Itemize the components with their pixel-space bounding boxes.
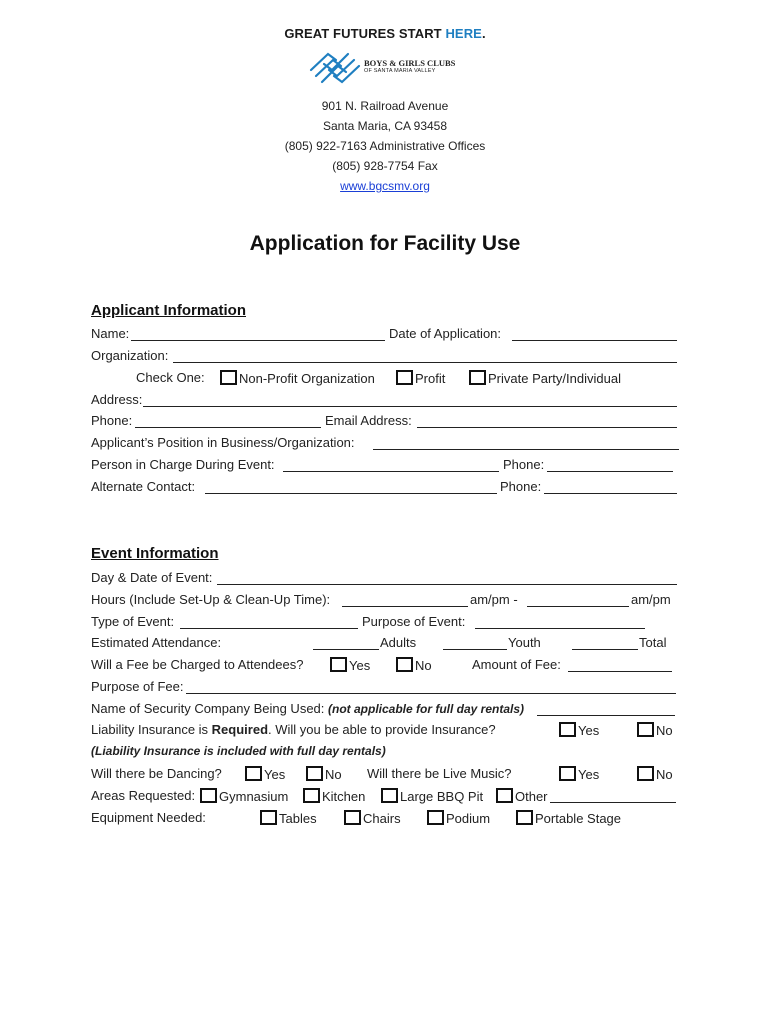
row-security: [91, 701, 681, 721]
equipment-label: Equipment Needed:: [91, 810, 206, 825]
attendance-label: Estimated Attendance:: [91, 635, 222, 650]
other-checkbox[interactable]: [496, 788, 513, 803]
purpose-event-field[interactable]: [475, 614, 645, 629]
total-field[interactable]: [572, 635, 638, 650]
organization-field[interactable]: [173, 348, 677, 363]
chairs-checkbox[interactable]: [344, 810, 361, 825]
row-organization: [91, 348, 681, 368]
person-label: Person in Charge During Event:: [91, 457, 275, 472]
date-label: Date of Application:: [389, 326, 502, 341]
address-label: Address:: [91, 392, 143, 407]
row-position: [91, 435, 681, 455]
email-label: Email Address:: [325, 413, 412, 428]
tagline: GREAT FUTURES START HERE.: [284, 26, 486, 41]
phone-field[interactable]: [135, 413, 321, 428]
bbq-option: Large BBQ Pit: [381, 788, 483, 804]
profit-option: Profit: [396, 370, 445, 386]
alternate-phone-label: Phone:: [500, 479, 542, 494]
music-yes-checkbox[interactable]: [559, 766, 576, 781]
alternate-field[interactable]: [205, 479, 497, 494]
hours-start-field[interactable]: [342, 592, 468, 607]
liability-no-option: No: [637, 722, 673, 738]
ampm-end-label: am/pm: [631, 592, 671, 607]
hours-label: Hours (Include Set-Up & Clean-Up Time):: [91, 592, 331, 607]
security-label: Name of Security Company Being Used: (not applicable for full day rentals): [91, 701, 525, 716]
dancing-no-option: No: [306, 766, 342, 782]
row-purpose-fee: [91, 679, 681, 699]
kitchen-checkbox[interactable]: [303, 788, 320, 803]
private-option: Private Party/Individual: [469, 370, 621, 386]
profit-checkbox[interactable]: [396, 370, 413, 385]
event-section-heading: Event Information: [91, 545, 219, 562]
fee-yes-checkbox[interactable]: [330, 657, 347, 672]
dancing-question: Will there be Dancing?: [91, 766, 222, 781]
applicant-section-heading: Applicant Information: [91, 302, 246, 319]
music-yes-option: Yes: [559, 766, 599, 782]
liability-yes-checkbox[interactable]: [559, 722, 576, 737]
dancing-no-checkbox[interactable]: [306, 766, 323, 781]
nonprofit-checkbox[interactable]: [220, 370, 237, 385]
phone-label: Phone:: [91, 413, 133, 428]
name-field[interactable]: [131, 326, 385, 341]
other-field[interactable]: [550, 788, 676, 803]
website-line: [0, 179, 770, 193]
position-field[interactable]: [373, 435, 679, 450]
adults-label: Adults: [380, 635, 417, 650]
areas-label: Areas Requested:: [91, 788, 196, 803]
date-field[interactable]: [512, 326, 677, 341]
fee-yes-option: Yes: [330, 657, 370, 673]
row-name: [91, 326, 681, 346]
row-areas: [91, 788, 681, 808]
nonprofit-option: Non-Profit Organization: [220, 370, 375, 386]
fee-no-option: No: [396, 657, 432, 673]
row-day-date: [91, 570, 681, 590]
row-check-one: [91, 370, 681, 390]
type-label: Type of Event:: [91, 614, 175, 629]
amount-field[interactable]: [568, 657, 672, 672]
fax-line: (805) 928-7754 Fax: [332, 159, 438, 173]
music-question: Will there be Live Music?: [367, 766, 512, 781]
row-phone-email: [91, 413, 681, 433]
alternate-label: Alternate Contact:: [91, 479, 196, 494]
row-hours: [91, 592, 681, 612]
row-attendance: [91, 635, 681, 655]
logo-hands-icon: [308, 50, 362, 86]
youth-field[interactable]: [443, 635, 507, 650]
total-label: Total: [639, 635, 667, 650]
row-equipment: [91, 810, 681, 830]
liability-yes-option: Yes: [559, 722, 599, 738]
gymnasium-option: Gymnasium: [200, 788, 288, 804]
address-line-2: Santa Maria, CA 93458: [322, 119, 448, 133]
org-subname: OF SANTA MARIA VALLEY: [364, 68, 436, 74]
security-note: (not applicable for full day rentals): [328, 702, 525, 716]
row-alternate-contact: [91, 479, 681, 499]
org-logo: [308, 50, 468, 86]
row-type-purpose: [91, 614, 681, 634]
person-phone-field[interactable]: [547, 457, 673, 472]
form-title: Application for Facility Use: [249, 232, 521, 255]
music-no-option: No: [637, 766, 673, 782]
podium-checkbox[interactable]: [427, 810, 444, 825]
name-label: Name:: [91, 326, 130, 341]
row-liability: [91, 722, 681, 742]
liability-question: Liability Insurance is Required. Will you be able to provide Insurance?: [91, 722, 496, 737]
tables-checkbox[interactable]: [260, 810, 277, 825]
ampm-start-label: am/pm -: [470, 592, 518, 607]
purpose-event-label: Purpose of Event:: [362, 614, 466, 629]
row-address: [91, 392, 681, 412]
row-liability-note: [91, 744, 681, 764]
stage-option: Portable Stage: [516, 810, 621, 826]
check-one-label: Check One:: [136, 370, 205, 385]
bbq-checkbox[interactable]: [381, 788, 398, 803]
gymnasium-checkbox[interactable]: [200, 788, 217, 803]
hours-end-field[interactable]: [527, 592, 629, 607]
purpose-fee-label: Purpose of Fee:: [91, 679, 184, 694]
liability-note: (Liability Insurance is included with full day rentals): [91, 744, 386, 758]
day-date-label: Day & Date of Event:: [91, 570, 213, 585]
adults-field[interactable]: [313, 635, 379, 650]
address-field[interactable]: [143, 392, 677, 407]
org-name: BOYS & GIRLS CLUBS: [364, 58, 456, 68]
email-field[interactable]: [417, 413, 677, 428]
purpose-fee-field[interactable]: [186, 679, 676, 694]
chairs-option: Chairs: [344, 810, 401, 826]
tables-option: Tables: [260, 810, 317, 826]
organization-label: Organization:: [91, 348, 169, 363]
private-checkbox[interactable]: [469, 370, 486, 385]
row-fee: [91, 657, 681, 677]
type-field[interactable]: [180, 614, 358, 629]
youth-label: Youth: [508, 635, 541, 650]
amount-label: Amount of Fee:: [472, 657, 561, 672]
person-phone-label: Phone:: [503, 457, 545, 472]
music-no-checkbox[interactable]: [637, 766, 654, 781]
phone-line: (805) 922-7163 Administrative Offices: [284, 139, 486, 153]
website-link[interactable]: www.bgcsmv.org: [340, 179, 430, 193]
dancing-yes-checkbox[interactable]: [245, 766, 262, 781]
other-option: Other: [496, 788, 548, 804]
alternate-phone-field[interactable]: [544, 479, 677, 494]
kitchen-option: Kitchen: [303, 788, 365, 804]
fee-question: Will a Fee be Charged to Attendees?: [91, 657, 304, 672]
dancing-yes-option: Yes: [245, 766, 285, 782]
fee-no-checkbox[interactable]: [396, 657, 413, 672]
row-dancing-music: [91, 766, 681, 786]
day-date-field[interactable]: [217, 570, 677, 585]
security-field[interactable]: [537, 701, 675, 716]
person-field[interactable]: [283, 457, 499, 472]
address-line-1: 901 N. Railroad Avenue: [321, 99, 449, 113]
podium-option: Podium: [427, 810, 490, 826]
row-person-in-charge: [91, 457, 681, 477]
liability-no-checkbox[interactable]: [637, 722, 654, 737]
position-label: Applicant’s Position in Business/Organization:: [91, 435, 355, 450]
stage-checkbox[interactable]: [516, 810, 533, 825]
